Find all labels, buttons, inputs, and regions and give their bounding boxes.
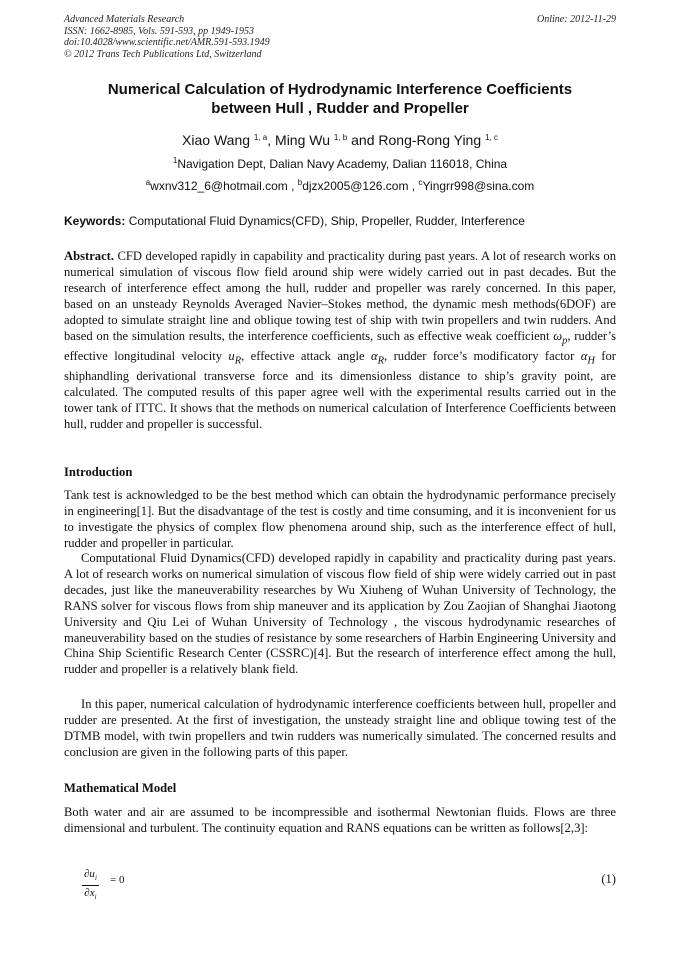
- email-link[interactable]: djzx2005@126.com: [302, 179, 409, 193]
- author-affil-mark: 1, b: [333, 133, 348, 142]
- title-line-2: between Hull , Rudder and Propeller: [211, 100, 469, 117]
- online-date: Online: 2012-11-29: [537, 14, 616, 25]
- equation-rhs: = 0: [110, 874, 125, 886]
- math-subscript: R: [234, 355, 242, 367]
- section-heading-mathematical-model: Mathematical Model: [64, 781, 177, 795]
- keywords: [64, 214, 616, 229]
- math-symbol: α: [371, 348, 378, 363]
- author-separator: and: [347, 132, 379, 148]
- affiliation-mark: 1: [172, 156, 178, 165]
- journal-doi[interactable]: doi:10.4028/www.scientific.net/AMR.591-593.1949: [64, 37, 270, 48]
- author-list: [64, 131, 616, 149]
- equation-denominator: [82, 886, 99, 904]
- abstract-text: CFD developed rapidly in capability and practicality during past years. A lot of research works on numerical simulation of viscous flow field around ship were widely carried out in past decades. But the research of interference effect among the hull, rudder and propeller was rarely concerned. In this paper, based on an unsteady Reynolds Averaged Navier–Stokes method, the dynamic mesh methods(6DOF) are adopted to simulate straight line and oblique towing test of ship with twin propellers and twin rudders. And based on the simulation results, the interference coefficients, such as effective weak coefficient: [64, 249, 616, 343]
- paragraph: Tank test is acknowledged to be the best method which can obtain the hydrodynamic performance precisely in engineering[1]. But the disadvantage of the test is costly and time consuming, and it is inconvenient for us to investigate the physics of complex flow phenomena around ship, such as the interference effect of hull, rudder and propeller in particular.: [64, 488, 616, 550]
- keywords-label: Keywords:: [64, 214, 126, 228]
- author-name: Rong-Rong Ying: [378, 132, 482, 148]
- author-emails: [64, 179, 616, 194]
- math-subscript: p: [562, 335, 568, 347]
- email-mark: a: [145, 178, 151, 187]
- author-name: Xiao Wang: [182, 132, 251, 148]
- abstract-text: , rudder’s effective longitudinal velocity: [64, 328, 616, 363]
- author-separator: ,: [267, 132, 276, 148]
- math-symbol: u: [228, 348, 235, 363]
- paper-title: [64, 80, 616, 118]
- email-separator: ,: [408, 179, 419, 193]
- math-symbol: ω: [553, 328, 563, 343]
- equation-numerator: [82, 868, 99, 886]
- denominator-sub: i: [94, 893, 97, 902]
- author-affil-mark: 1, c: [485, 133, 498, 142]
- journal-issn: ISSN: 1662-8985, Vols. 591-593, pp 1949-1953: [64, 25, 254, 37]
- equation-1: [80, 868, 616, 902]
- abstract-text: , rudder force’s modificatory factor: [384, 348, 581, 363]
- math-subscript: R: [377, 355, 385, 367]
- journal-header: [64, 14, 616, 60]
- affiliation: [64, 157, 616, 172]
- email-mark: c: [418, 178, 423, 187]
- title-line-1: Numerical Calculation of Hydrodynamic Interference Coefficients: [107, 81, 573, 98]
- email-separator: ,: [287, 179, 298, 193]
- numerator-sub: i: [94, 874, 97, 883]
- email-link[interactable]: wxnv312_6@hotmail.com: [150, 179, 288, 193]
- paragraph: In this paper, numerical calculation of hydrodynamic interference coefficients between hull, propeller and rudder are presented. At the first of investigation, the unsteady straight line and oblique towing test of the DTMB model, with twin propellers and twin rudders was numerically simulated. The concerned results and conclusion are given in the following parts of this paper.: [64, 697, 616, 759]
- denominator-var: ∂x: [84, 887, 95, 900]
- abstract-text: for shiphandling derivational transverse force and its dimensionless distance to ship’s gravity point, are calculated. The computed results of this paper agree well with the experimental results carried out in the tower tank of ITTC. It shows that the methods on numerical calculation of Interference Coefficients between hull, rudder and propeller is successful.: [64, 348, 616, 432]
- email-link[interactable]: Yingrr998@sina.com: [422, 179, 535, 193]
- paragraph: Computational Fluid Dynamics(CFD) developed rapidly in capability and practicality during past years. A lot of research works on numerical simulation of viscous flow field of ship were widely carried out in past decades, just like the maneuverability researches by Wu Xiuheng of Wuhan University of Technology, the RANS solver for viscous flows from ship maneuver and its application by Zou Zaojian of Shanghai Jiaotong University and Qiu Lei of Wuhan University of Technology , the viscous hydrodynamic researches of maneuverability based on the studies of resistance by some researchers of Harbin Engineering University and China Ship Scientific Research Center (CSSRC)[4]. But the research of interference effect among the hull, rudder and propeller is a relatively blank field.: [64, 551, 616, 677]
- journal-copyright: © 2012 Trans Tech Publications Ltd, Switzerland: [64, 48, 262, 60]
- keywords-text: Computational Fluid Dynamics(CFD), Ship, Propeller, Rudder, Interference: [125, 214, 525, 228]
- author-name: Ming Wu: [275, 132, 331, 148]
- abstract: [64, 249, 616, 433]
- email-mark: b: [297, 178, 303, 187]
- math-symbol: α: [580, 348, 588, 363]
- author-affil-mark: 1, a: [253, 133, 268, 142]
- affiliation-text: Navigation Dept, Dalian Navy Academy, Dalian 116018, China: [177, 157, 508, 171]
- equation-fraction: [82, 868, 99, 904]
- journal-name: Advanced Materials Research: [64, 14, 185, 25]
- section-heading-introduction: Introduction: [64, 465, 133, 479]
- paragraph: Both water and air are assumed to be incompressible and isothermal Newtonian fluids. Flows are three dimensional and turbulent. The continuity equation and RANS equations can be written as follows[2,3]:: [64, 805, 616, 835]
- equation-number: (1): [601, 872, 616, 886]
- numerator-var: ∂u: [84, 868, 95, 880]
- math-subscript: H: [587, 355, 595, 367]
- abstract-label: Abstract.: [64, 249, 115, 263]
- abstract-text: , effective attack angle: [241, 348, 371, 363]
